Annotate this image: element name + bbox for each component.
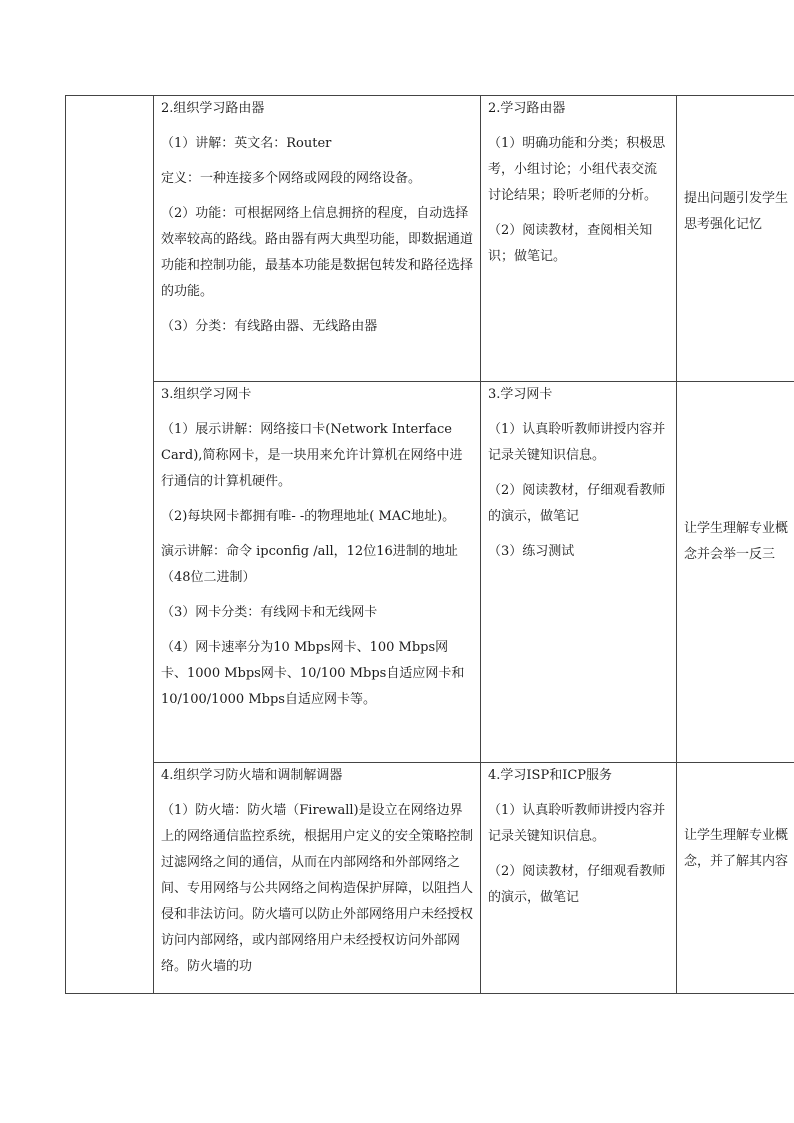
teacher-activity-heading: 3.组织学习网卡	[161, 387, 252, 402]
teacher-activity-cell	[154, 763, 481, 994]
teacher-activity-text: （2)每块网卡都拥有唯- -的物理地址( MAC地址)。	[161, 509, 456, 524]
teacher-activity-text: （4）网卡速率分为10 Mbps网卡、100 Mbps网卡、1000 Mbps网卡、10/100 Mbps自适应网卡和10/100/1000 Mbps自适应网卡等。	[161, 640, 465, 707]
design-intent-cell	[677, 96, 794, 382]
teacher-activity-text: （2）功能：可根据网络上信息拥挤的程度，自动选择效率较高的路线。路由器有两大典型功能，即数据通道功能和控制功能，最基本功能是数据包转发和路径选择的功能。	[161, 206, 474, 299]
student-activity-text: （2）阅读教材，仔细观看教师的演示，做笔记	[488, 864, 666, 905]
table-row	[66, 96, 794, 382]
student-activity-text: （1）认真聆听教师讲授内容并记录关键知识信息。	[488, 803, 666, 844]
teacher-activity-text: （3）分类：有线路由器、无线路由器	[161, 319, 378, 334]
student-activity-text: （2）阅读教材，仔细观看教师的演示，做笔记	[488, 483, 666, 524]
teacher-activity-text: 定义：一种连接多个网络或网段的网络设备。	[161, 171, 422, 186]
student-activity-text: （3）练习测试	[488, 544, 575, 559]
table-row	[66, 382, 794, 763]
student-activity-cell	[481, 763, 677, 994]
student-activity-heading: 2.学习路由器	[488, 101, 566, 116]
design-intent-cell	[677, 763, 794, 994]
student-activity-cell	[481, 96, 677, 382]
teacher-activity-text: （1）防火墙：防火墙（Firewall)是设立在网络边界上的网络通信监控系统，根据用户定义的安全策略控制过滤网络之间的通信，从而在内部网络和外部网络之间、专用网络与公共网络之间构造保护屏障，以阻挡人侵和非法访问。防火墙可以防止外部网络用户未经授权访问内部网络，或内部网络用户未经授权访问外部网络。防火墙的功	[161, 803, 474, 974]
student-activity-text: （1）明确功能和分类；积极思考，小组讨论；小组代表交流讨论结果；聆听老师的分析。	[488, 136, 666, 203]
student-activity-cell	[481, 382, 677, 763]
student-activity-heading: 3.学习网卡	[488, 387, 553, 402]
design-intent-text: 提出问题引发学生思考强化记忆	[684, 191, 789, 232]
student-activity-text: （2）阅读教材，查阅相关知识；做笔记。	[488, 223, 653, 264]
teacher-activity-text: （3）网卡分类：有线网卡和无线网卡	[161, 605, 378, 620]
teacher-activity-text: （1）讲解：英文名：Router	[161, 136, 332, 151]
student-activity-text: （1）认真聆听教师讲授内容并记录关键知识信息。	[488, 422, 666, 463]
teacher-activity-cell	[154, 96, 481, 382]
design-intent-text: 让学生理解专业概念并会举一反三	[684, 521, 789, 562]
design-intent-cell	[677, 382, 794, 763]
teacher-activity-text: 演示讲解：命令 ipconfig /all，12位16进制的地址（48位二进制）	[161, 544, 458, 585]
teacher-activity-heading: 4.组织学习防火墙和调制解调器	[161, 768, 343, 783]
stage-column-cell	[66, 96, 154, 994]
lesson-plan-table	[65, 95, 794, 994]
teacher-activity-cell	[154, 382, 481, 763]
student-activity-heading: 4.学习ISP和ICP服务	[488, 768, 613, 783]
design-intent-text: 让学生理解专业概念，并了解其内容	[684, 828, 789, 869]
table-row	[66, 763, 794, 994]
teacher-activity-text: （1）展示讲解：网络接口卡(Network Interface Card),简称网卡，是一块用来允许计算机在网络中进行通信的计算机硬件。	[161, 422, 463, 489]
teacher-activity-heading: 2.组织学习路由器	[161, 101, 265, 116]
